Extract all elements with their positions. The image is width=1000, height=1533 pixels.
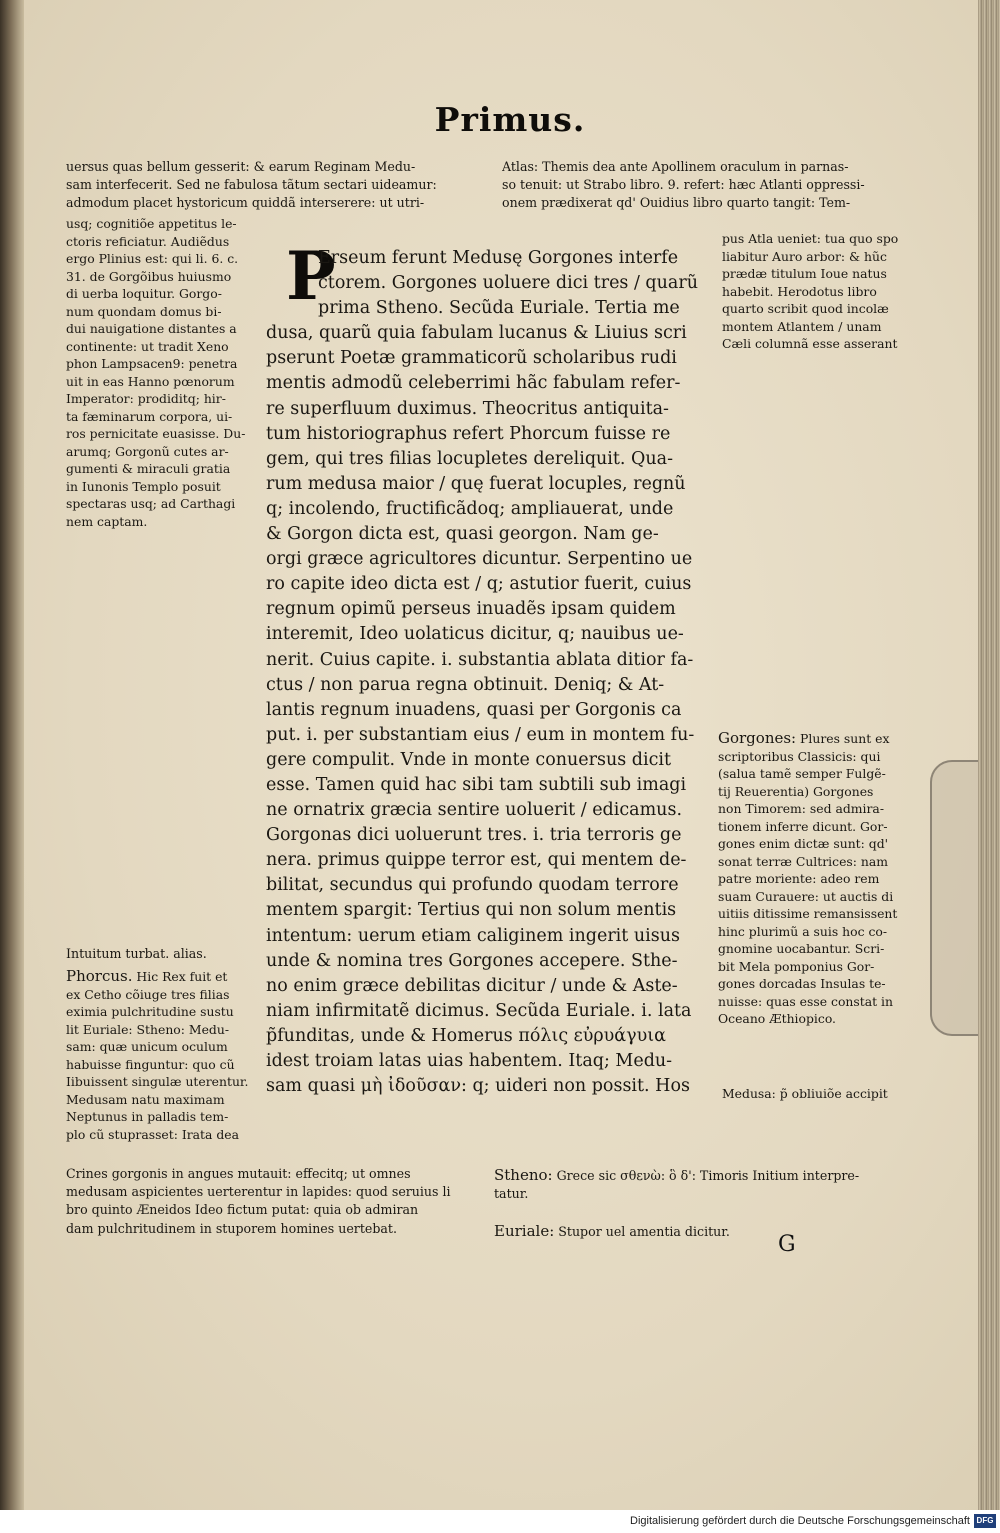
main-text-line: niam infirmitatẽ dicimus. Secũda Euriale. i. lata [266,1000,692,1021]
top-right-gloss [502,158,934,213]
gorgones-note-line: uitiis ditissime remansissent [718,906,898,921]
gorgones-note-line: scriptoribus Classicis: qui [718,748,881,764]
left-gloss-line: ros pernicitate euasisse. Du- [66,426,246,441]
right-gloss-line: quarto scribit quod incolæ [722,301,889,316]
gorgones-note-line: gnomine uocabantur. Scri- [718,941,885,956]
top-right-gloss-line: Atlas: Themis dea ante Apollinem oraculum in parnas- [502,159,849,174]
phorcus-note-line: eximia pulchritudine sustu [66,1004,234,1019]
bottom-left-gloss-line: medusam aspicientes uerterentur in lapides: quod seruius li [66,1184,451,1200]
right-gloss-line: montem Atlantem / unam [722,318,882,334]
phorcus-note-line: habuisse finguntur: quo cũ [66,1056,235,1072]
gorgones-note-line: hinc plurimũ a suis hoc co- [718,923,888,939]
phorcus-note-line: Neptunus in palladis tem- [66,1109,229,1124]
top-left-gloss-line: admodum placet hystoricum quiddã interserere: ut utri- [66,195,425,211]
phorcus-note-line: Medusam natu maximam [66,1091,225,1107]
main-text-line: & Gorgon dicta est, quasi georgon. Nam ge- [266,524,659,545]
right-gloss-line: pus Atla ueniet: tua quo spo [722,231,899,246]
intuitum-note-text: Intuitum turbat. alias. [66,946,207,961]
left-gloss-line: ergo Plinius est: qui li. 6. c. [66,251,239,266]
right-gloss-line: prædæ titulum Ioue natus [722,266,887,281]
main-text-line: bilitat, secundus qui profundo quodam terrore [266,875,679,896]
main-text-line: ne ornatrix græcia sentire uoluerit / edicamus. [266,800,683,821]
bottom-left-gloss-line: Crines gorgonis in angues mutauit: effecitq; ut omnes [66,1166,411,1181]
stheno-lemma: Stheno: [494,1166,553,1184]
main-text-line: Erseum ferunt Medusę Gorgones interfe [318,248,679,268]
left-gloss-line: nem captam. [66,513,148,529]
gorgones-note-line: Plures sunt ex [796,731,890,746]
main-text-line: rum medusa maior / quę fuerat locuples, regnũ [266,473,686,494]
left-gloss-line: arumq; Gorgonũ cutes ar- [66,443,229,459]
main-text-line: mentis admodũ celeberrimi hãc fabulam refer- [266,373,681,394]
gorgones-note-line: gones dorcadas Insulas te- [718,976,886,991]
bottom-left-gloss-line: dam pulchritudinem in stuporem homines uertebat. [66,1220,397,1236]
main-text-line: prima Stheno. Secũda Euriale. Tertia me [318,298,680,319]
main-text-line: interemit, Ideo uolaticus dicitur, q; nauibus ue- [266,624,684,645]
main-text-line: put. i. per substantiam eius / eum in montem fu- [266,724,695,745]
page-clip [930,760,978,1036]
main-text-line: sam quasi μὴ ἰδοῦσαν: q; uideri non possit. Hos [266,1076,690,1097]
main-text-line: q; incolendo, fructificãdoq; ampliauerat, unde [266,498,674,519]
main-text-line: esse. Tamen quid hac sibi tam subtili sub imagi [266,774,687,795]
gorgones-note-line: sonat terræ Cultrices: nam [718,853,888,869]
left-gloss-line: di uerba loquitur. Gorgo- [66,286,222,301]
gorgones-note-line: patre moriente: adeo rem [718,871,880,886]
top-left-gloss-line: sam interfecerit. Sed ne fabulosa tãtum sectari uideamur: [66,177,437,193]
gorgones-note-line: non Timorem: sed admira- [718,801,885,816]
main-text-line: Gorgonas dici uoluerunt tres. i. tria terroris ge [266,825,682,846]
top-left-gloss-line: uersus quas bellum gesserit: & earum Reginam Medu- [66,159,416,174]
gorgones-note-line: gones enim dictæ sunt: qd' [718,836,889,851]
right-gloss-line: liabitur Auro arbor: & hũc [722,248,887,264]
bottom-left-gloss [66,1165,486,1238]
right-gloss-column [722,230,932,353]
left-gloss-line: num quondam domus bi- [66,303,222,319]
gorgones-note-line: tij Reuerentia) Gorgones [718,783,874,799]
main-text-line: orgi græce agricultores dicuntur. Serpentino ue [266,549,693,570]
bottom-left-gloss-line: bro quinto Æneidos Ideo fictum putat: quia ob admiran [66,1202,419,1218]
main-text-line: re superfluum duximus. Theocritus antiquita- [266,398,669,419]
main-text-line: unde & nomina tres Gorgones accepere. Sthe- [266,950,678,971]
main-text-line: dusa, quarũ quia fabulam lucanus & Liuius scri [266,323,687,344]
main-text-line: nera. primus quippe terror est, qui mentem de- [266,850,687,871]
medusa-note [722,1085,932,1103]
main-text-line: mentem spargit: Tertius qui non solum mentis [266,900,677,921]
left-gloss-column [66,215,271,530]
main-text-column [266,237,714,1099]
main-text-line: ro capite ideo dicta est / q; astutior fuerit, cuius [266,574,692,595]
book-fore-edge [978,0,1000,1510]
left-gloss-line: usq; cognitiõe appetitus le- [66,216,237,231]
phorcus-note-line: ex Cetho cõiuge tres filias [66,986,230,1002]
left-gloss-line: phon Lampsacen9: penetra [66,356,238,371]
running-heading: Primus. [434,100,586,139]
main-text-line: pserunt Poetæ grammaticorũ scholaribus rudi [266,348,677,369]
gorgones-note-line: Oceano Æthiopico. [718,1011,836,1026]
main-text-line: no enim græce debilitas dicitur / unde & Aste- [266,975,678,996]
dfg-logo: DFG [974,1514,996,1528]
main-text-line: intentum: uerum etiam caliginem ingerit uisus [266,925,680,946]
phorcus-note-line: sam: quæ unicum oculum [66,1039,228,1054]
stheno-note-line: Grece sic σθενὼ: ὃ δ': Timoris Initium interpre- [552,1168,860,1183]
phorcus-note-line: Iibuissent singulæ uterentur. [66,1074,249,1089]
phorcus-note [66,968,271,1143]
medusa-note-text: Medusa: p̃ obliuiõe accipit [722,1086,888,1101]
main-text-line: nerit. Cuius capite. i. substantia ablata ditior fa- [266,649,694,670]
main-text-line: gem, qui tres filias locupletes dereliquit. Qua- [266,448,674,469]
top-left-gloss [66,158,486,213]
drop-cap: P [286,237,336,315]
left-gloss-line: dui nauigatione distantes a [66,321,237,336]
phorcus-note-line: plo cũ stuprasset: Irata dea [66,1126,240,1142]
left-gloss-line: in Iunonis Templo posuit [66,478,221,494]
catchword: G [778,1232,796,1257]
right-gloss-line: habebit. Herodotus libro [722,283,877,299]
gorgones-note-line: (salua tamẽ semper Fulgẽ- [718,766,886,781]
main-text-line: lantis regnum inuadens, quasi per Gorgonis ca [266,699,682,720]
gorgones-note-line: bit Mela pomponius Gor- [718,958,875,974]
left-gloss-line: gumenti & miraculi gratia [66,461,231,476]
phorcus-note-line: Hic Rex fuit et [132,969,228,984]
left-gloss-line: ctoris reficiatur. Audiẽdus [66,233,230,249]
gorgones-note-line: tionem inferre dicunt. Gor- [718,818,888,834]
top-right-gloss-line: onem prædixerat qd' Ouidius libro quarto tangit: Tem- [502,195,851,211]
main-text-line: p̃funditas, unde & Homerus πόλις εὐρυάγυια [266,1025,666,1046]
main-text-line: gere compulit. Vnde in monte conuersus dicit [266,749,672,770]
gorgones-note [718,730,930,1028]
stheno-note [494,1166,934,1203]
page-gutter [0,0,24,1510]
footer-credit: Digitalisierung gefördert durch die Deutsche Forschungsgemeinschaft [630,1515,970,1527]
main-text-line: tum historiographus refert Phorcum fuisse re [266,423,671,444]
main-text-line: ctus / non parua regna obtinuit. Deniq; & At- [266,674,665,695]
gorgones-note-line: nuisse: quas esse constat in [718,993,893,1009]
footer-bar [0,1510,1000,1533]
top-right-gloss-line: so tenuit: ut Strabo libro. 9. refert: hæc Atlanti oppressi- [502,177,865,193]
stheno-note-line: tatur. [494,1186,529,1202]
gorgones-note-line: suam Curauere: ut auctis di [718,888,894,904]
left-gloss-line: 31. de Gorgõibus huiusmo [66,268,232,284]
main-text-line: regnum opimũ perseus inuadẽs ipsam quidem [266,599,676,620]
euriale-note [494,1222,794,1241]
left-gloss-line: ta fæminarum corpora, ui- [66,408,233,424]
phorcus-note-line: lit Euriale: Stheno: Medu- [66,1021,230,1037]
euriale-note-text: Stupor uel amentia dicitur. [554,1224,730,1239]
left-gloss-line: Imperator: prodiditq; hir- [66,391,226,406]
left-gloss-line: uit in eas Hanno pœnorum [66,373,235,389]
phorcus-lemma: Phorcus. [66,968,133,985]
intuitum-note [66,945,266,963]
left-gloss-line: spectaras usq; ad Carthagi [66,496,236,511]
main-text-line: idest troiam latas uias habentem. Itaq; Medu- [266,1051,673,1071]
main-text-line: ctorem. Gorgones uoluere dici tres / quarũ [318,273,698,294]
left-gloss-line: continente: ut tradit Xeno [66,338,229,354]
euriale-lemma: Euriale: [494,1222,555,1240]
right-gloss-line: Cæli columnã esse asserant [722,336,898,351]
gorgones-lemma: Gorgones: [718,730,797,747]
